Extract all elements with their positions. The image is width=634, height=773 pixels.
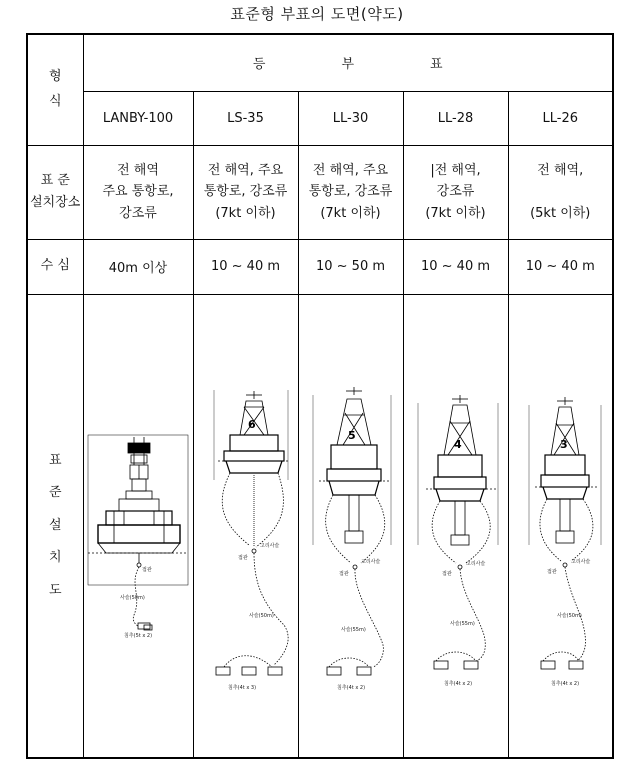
model-ll-26: LL-26: [508, 91, 613, 145]
ll-30-drawing: [299, 295, 404, 757]
model-ls-35: LS-35: [193, 91, 298, 145]
ls-35-swivel-label: 접관: [237, 554, 248, 561]
ll-28-swivel-label: 접관: [441, 570, 452, 577]
location-ll-26: 전 해역, (5kt 이하): [508, 145, 613, 239]
ls-35-drawing: [194, 295, 299, 757]
drawing-ll-26: [508, 294, 613, 758]
ll-26-sinker-label: 침추(4t x 2): [550, 680, 579, 687]
ll-28-ring-label: 고리사슬: [465, 560, 485, 567]
drawing-lanby-100: [83, 294, 193, 758]
ll-28-sinker-label: 침추(4t x 2): [443, 680, 472, 687]
depth-ls-35: 10 ~ 40 m: [193, 239, 298, 294]
lanby-swivel-label: 접관: [141, 566, 152, 573]
buoy-header: 등 부 표: [83, 34, 613, 91]
ll-26-number: 3: [559, 437, 568, 451]
ls-35-number: 6: [247, 417, 256, 431]
type-label: 형 식: [27, 34, 83, 145]
ls-35-chain-label: 사슬(50m): [248, 612, 274, 619]
ll-28-chain-label: 사슬(55m): [449, 620, 475, 627]
ls-35-ring-label: 고리사슬: [259, 542, 279, 549]
location-ll-28: |전 해역, 강조류 (7kt 이하): [403, 145, 508, 239]
model-ll-28: LL-28: [403, 91, 508, 145]
drawing-label: 표 준 설 치 도: [27, 294, 83, 758]
depth-label: 수 심: [27, 239, 83, 294]
location-label: 표 준 설치장소: [27, 145, 83, 239]
ll-30-ring-label: 고리사슬: [360, 558, 380, 565]
ll-26-ring-label: 고리사슬: [570, 558, 590, 565]
depth-ll-28: 10 ~ 40 m: [403, 239, 508, 294]
ll-28-drawing: [404, 295, 509, 757]
drawing-ll-28: [403, 294, 508, 758]
ll-30-number: 5: [347, 428, 356, 442]
ll-26-chain-label: 사슬(50m): [556, 612, 582, 619]
depth-ll-26: 10 ~ 40 m: [508, 239, 613, 294]
depth-ll-30: 10 ~ 50 m: [298, 239, 403, 294]
lanby-100-drawing: [84, 295, 194, 757]
ls-35-sinker-label: 침추(4t x 3): [227, 684, 256, 691]
ll-30-swivel-label: 접관: [338, 570, 349, 577]
lanby-sinker-label: 침추(5t x 2): [123, 632, 152, 639]
ll-26-drawing: [509, 295, 614, 757]
depth-lanby-100: 40m 이상: [83, 239, 193, 294]
model-lanby-100: LANBY-100: [83, 91, 193, 145]
ll-30-chain-label: 사슬(55m): [340, 626, 366, 633]
drawing-ll-30: [298, 294, 403, 758]
buoy-spec-table: [26, 33, 614, 759]
ll-30-sinker-label: 침추(4t x 2): [336, 684, 365, 691]
lanby-mooring-label: 사슬(50m): [119, 594, 145, 601]
drawing-ls-35: [193, 294, 298, 758]
location-ll-30: 전 해역, 주요 통항로, 강조류 (7kt 이하): [298, 145, 403, 239]
model-ll-30: LL-30: [298, 91, 403, 145]
ll-28-number: 4: [453, 437, 462, 451]
ll-26-swivel-label: 접관: [546, 568, 557, 575]
document-title: 표준형 부표의 도면(약도): [230, 5, 404, 23]
location-ls-35: 전 해역, 주요 통항로, 강조류 (7kt 이하): [193, 145, 298, 239]
location-lanby-100: 전 해역 주요 통항로, 강조류: [83, 145, 193, 239]
